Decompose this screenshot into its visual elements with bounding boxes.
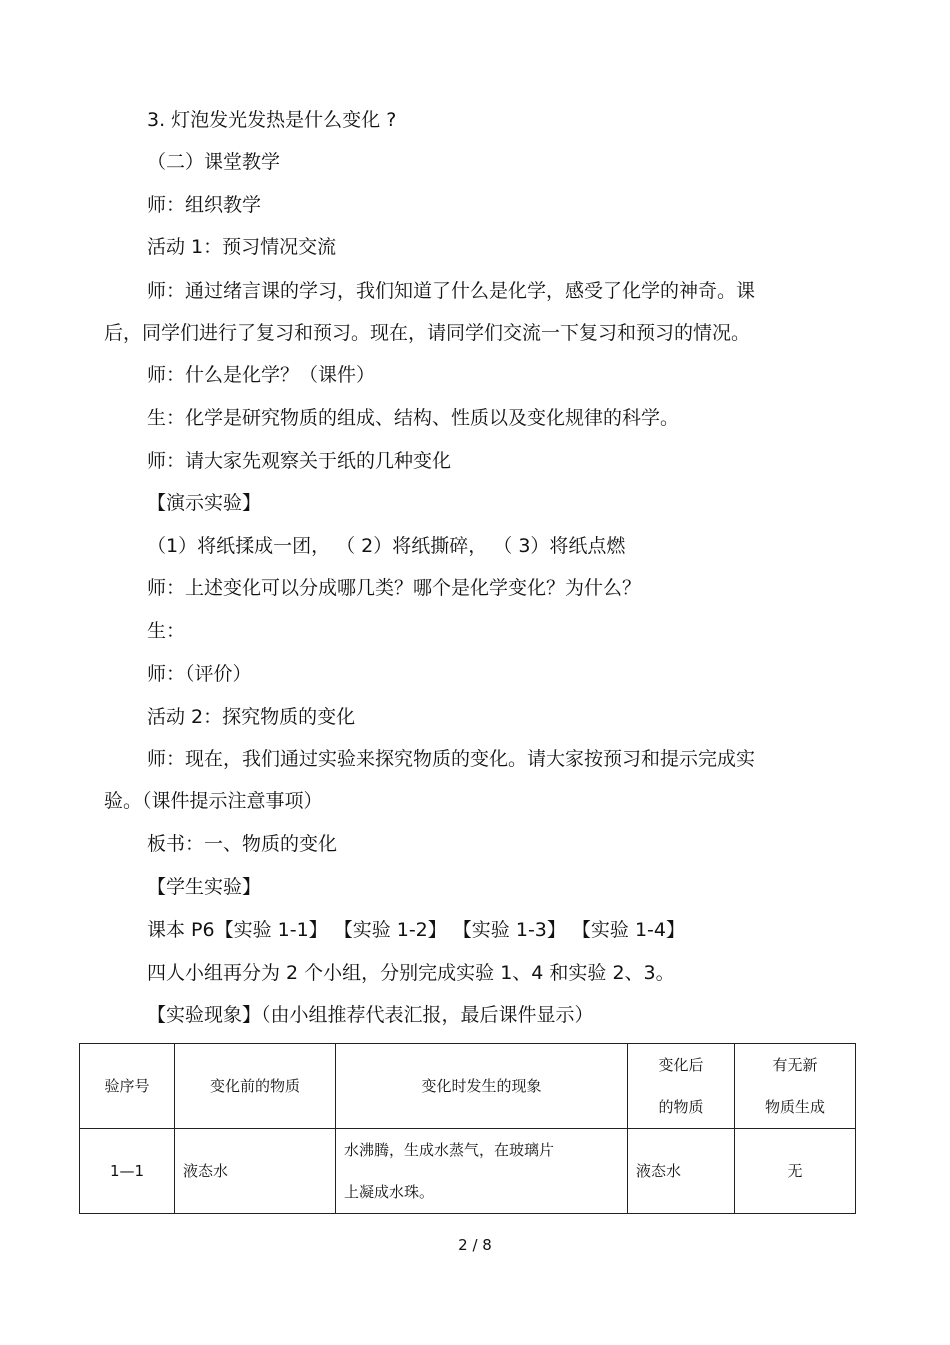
paragraph-line: 师：现在，我们通过实验来探究物质的变化。请大家按预习和提示完成实 xyxy=(147,748,756,770)
paragraph-line: 验。（课件提示注意事项） xyxy=(104,790,323,812)
table-header-cell: 变化前的物质 xyxy=(175,1044,336,1129)
page-number: 2 / 8 xyxy=(458,1236,492,1254)
table-cell: 液态水 xyxy=(628,1129,735,1214)
table-row xyxy=(80,1129,856,1214)
experiment-table xyxy=(79,1043,856,1214)
paragraph-line: 师：组织教学 xyxy=(147,194,262,216)
paragraph-line: 活动 1：预习情况交流 xyxy=(147,236,337,258)
table-header-cell: 有无新 物质生成 xyxy=(735,1044,856,1129)
paragraph-line: 四人小组再分为 2 个小组，分别完成实验 1、4 和实验 2、3。 xyxy=(147,962,675,984)
paragraph-line: 板书：一、物质的变化 xyxy=(147,833,338,855)
paragraph-line: 【学生实验】 xyxy=(147,876,262,898)
paragraph-line: 【实验现象】（由小组推荐代表汇报，最后课件显示） xyxy=(147,1004,594,1026)
paragraph-line: 【演示实验】 xyxy=(147,492,262,514)
table-cell: 液态水 xyxy=(175,1129,336,1214)
paragraph-line: 师：通过绪言课的学习，我们知道了什么是化学，感受了化学的神奇。课 xyxy=(147,280,756,302)
paragraph-line: 师：（评价） xyxy=(147,663,252,685)
table-cell: 1—1 xyxy=(80,1129,175,1214)
table-cell: 无 xyxy=(735,1129,856,1214)
paragraph-line: 师：上述变化可以分成哪几类？哪个是化学变化？为什么？ xyxy=(147,577,642,599)
table-header-cell: 变化时发生的现象 xyxy=(336,1044,628,1129)
section-heading: （二）课堂教学 xyxy=(147,151,281,173)
table-header-cell: 验序号 xyxy=(80,1044,175,1129)
table-cell: 水沸腾，生成水蒸气，在玻璃片 上凝成水珠。 xyxy=(336,1129,628,1214)
paragraph-line: 活动 2：探究物质的变化 xyxy=(147,706,356,728)
paragraph-line: 师：请大家先观察关于纸的几种变化 xyxy=(147,450,452,472)
paragraph-line: 课本 P6【实验 1-1】 【实验 1-2】 【实验 1-3】 【实验 1-4】 xyxy=(147,919,685,941)
paragraph-line: 生： xyxy=(147,620,186,642)
paragraph-line: 3. 灯泡发光发热是什么变化 ? xyxy=(147,109,397,131)
table-header-row xyxy=(80,1044,856,1129)
paragraph-line: 后，同学们进行了复习和预习。现在，请同学们交流一下复习和预习的情况。 xyxy=(104,322,751,344)
paragraph-line: （1）将纸揉成一团， （ 2）将纸撕碎， （ 3）将纸点燃 xyxy=(147,535,626,557)
paragraph-line: 师：什么是化学？（课件） xyxy=(147,364,376,386)
table-header-cell: 变化后 的物质 xyxy=(628,1044,735,1129)
paragraph-line: 生：化学是研究物质的组成、结构、性质以及变化规律的科学。 xyxy=(147,407,680,429)
